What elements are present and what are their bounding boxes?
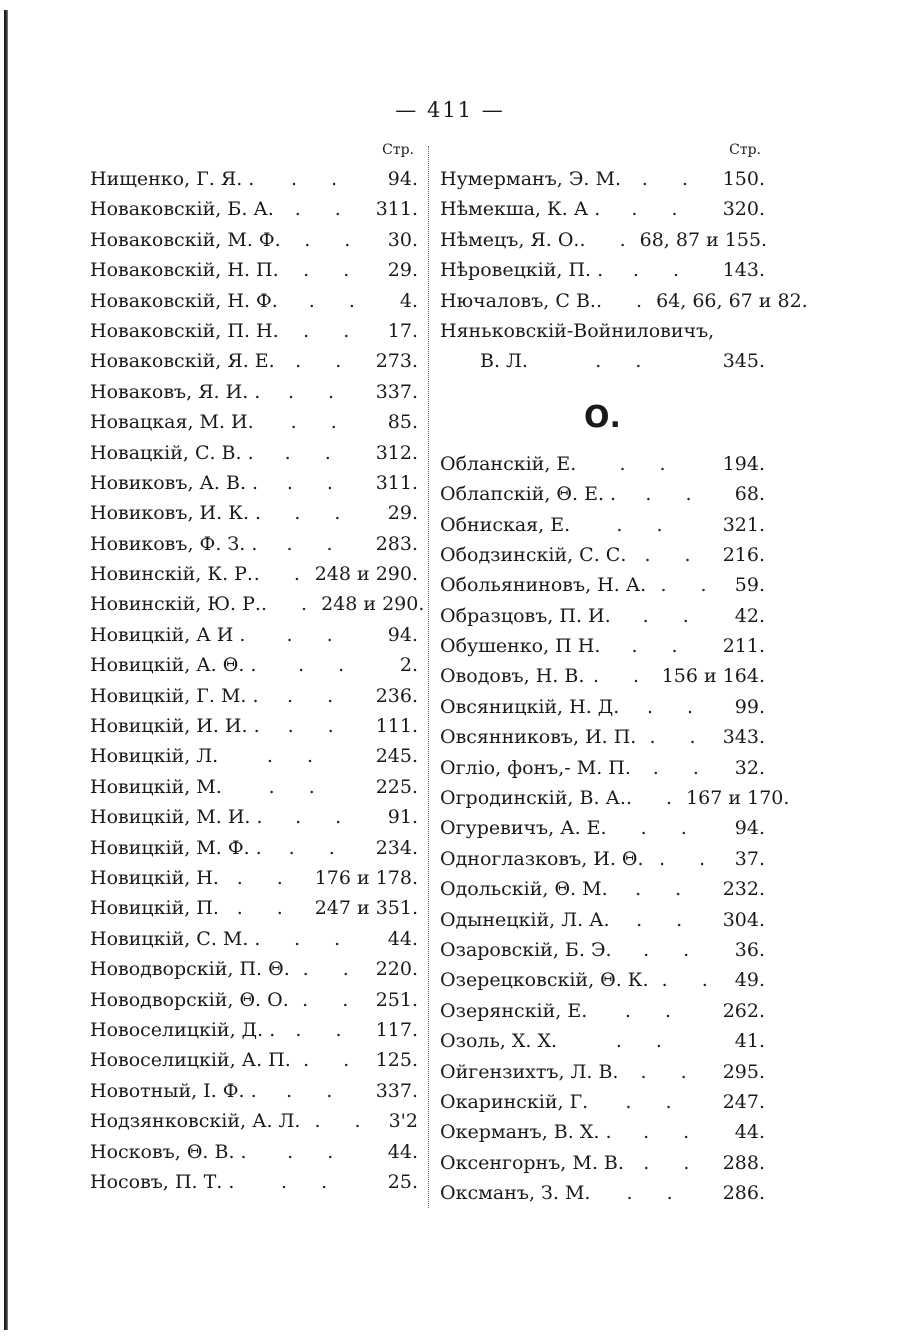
entry-page: 345. bbox=[722, 350, 765, 373]
entry-name: Озерянскій, Е. bbox=[440, 999, 588, 1022]
dot-leader: . . bbox=[635, 878, 696, 901]
index-entry bbox=[90, 498, 418, 528]
entry-page: 32. bbox=[734, 756, 765, 779]
dot-leader: . . bbox=[643, 1151, 704, 1174]
index-entry bbox=[440, 286, 808, 316]
entry-name: Окаринскій, Г. bbox=[440, 1090, 589, 1113]
index-entry bbox=[90, 407, 418, 437]
dot-leader: . . bbox=[286, 623, 347, 646]
index-entry bbox=[440, 316, 765, 346]
dot-leader: . . bbox=[298, 654, 359, 677]
entry-page: 220. bbox=[375, 958, 418, 981]
entry-name: Новицкій, А И . bbox=[90, 623, 246, 646]
entry-name: Новотный, І. Ф. . bbox=[90, 1079, 257, 1102]
entry-name: Новаковскій, Я. Е. bbox=[90, 350, 275, 373]
entry-name: Новицкій, А. Θ. . bbox=[90, 654, 257, 677]
right-entries-after bbox=[440, 449, 790, 1209]
entry-name: Обланскій, Е. bbox=[440, 452, 577, 475]
entry-page: 91. bbox=[387, 806, 418, 829]
index-entry bbox=[440, 164, 765, 194]
entry-page: 288. bbox=[722, 1151, 765, 1174]
entry-name: Овсяницкій, Н. Д. bbox=[440, 695, 620, 718]
dot-leader: . . bbox=[641, 168, 702, 190]
index-entry bbox=[440, 692, 765, 722]
entry-name: Обольяниновъ, Н. А. bbox=[440, 574, 647, 597]
right-column bbox=[440, 142, 808, 1209]
entry-page: 68. bbox=[734, 483, 765, 506]
index-entry bbox=[440, 965, 765, 995]
dot-leader: . . bbox=[287, 715, 348, 738]
entry-page: 273. bbox=[375, 350, 418, 373]
entry-page: 99. bbox=[734, 695, 765, 718]
dot-leader: . . bbox=[303, 1049, 364, 1072]
index-entry bbox=[90, 559, 418, 589]
entry-name: Нумерманъ, Э. М. bbox=[440, 168, 621, 190]
dot-leader: . . bbox=[287, 380, 349, 403]
left-column bbox=[90, 142, 425, 1197]
index-entry bbox=[90, 924, 418, 954]
dot-leader: . . bbox=[295, 1018, 356, 1041]
index-entry bbox=[90, 772, 418, 802]
dot-leader: . . bbox=[631, 198, 692, 221]
entry-page: 150. bbox=[722, 168, 765, 190]
index-entry bbox=[440, 1178, 765, 1208]
entry-name: Новицкій, С. М. . bbox=[90, 927, 261, 950]
index-entry bbox=[90, 985, 418, 1015]
dot-leader: . . bbox=[294, 198, 355, 221]
index-entry bbox=[440, 479, 765, 509]
dot-leader: . . bbox=[281, 1170, 342, 1193]
dot-leader: . . bbox=[308, 289, 369, 312]
entry-name: Оксенгорнъ, М. В. bbox=[440, 1151, 624, 1174]
entry-page: 343. bbox=[722, 726, 765, 749]
entry-page: 176 и 178. bbox=[314, 866, 418, 889]
entry-name: Озерецковскій, Θ. К. bbox=[440, 969, 649, 992]
entry-name: Носовъ, П. Т. . bbox=[90, 1170, 235, 1193]
page-column-header: Стр. bbox=[382, 142, 414, 158]
index-entry bbox=[440, 1148, 765, 1178]
entry-page: 4. bbox=[399, 289, 418, 312]
entry-name: Новацкая, М. И. bbox=[90, 411, 254, 434]
entry-name: Обниская, Е. bbox=[440, 513, 571, 536]
dot-leader: . . bbox=[236, 897, 297, 920]
index-entry bbox=[440, 661, 765, 691]
dot-leader: . . bbox=[644, 543, 705, 566]
entry-page: 321. bbox=[722, 513, 765, 536]
entry-page: 216. bbox=[722, 543, 765, 566]
entry-page: 156 и 164. bbox=[661, 665, 765, 688]
entry-page: 320. bbox=[722, 198, 765, 221]
dot-leader: . . bbox=[642, 604, 703, 627]
entry-name: Новицкій, Н. bbox=[90, 866, 219, 889]
dot-leader: . . bbox=[619, 452, 680, 475]
entry-page: 68, 87 и 155. bbox=[639, 228, 768, 251]
dot-leader: . . bbox=[640, 1060, 701, 1083]
dot-leader: . . bbox=[615, 1030, 676, 1053]
entry-name: Новаковскій, П. Н. bbox=[90, 319, 279, 342]
entry-name: Новаковскій, М. Ф. bbox=[90, 228, 281, 251]
entry-name: Одольскій, Θ. М. bbox=[440, 878, 608, 901]
entry-page: 36. bbox=[734, 938, 765, 961]
index-entry bbox=[440, 935, 765, 965]
dot-leader: . . bbox=[649, 726, 710, 749]
index-entry bbox=[440, 540, 765, 570]
entry-page: 245. bbox=[375, 745, 418, 768]
dot-leader: . . bbox=[579, 228, 640, 251]
dot-leader: . . bbox=[632, 259, 693, 282]
entry-page: 247. bbox=[722, 1090, 765, 1113]
entry-name: Новицкій, П. bbox=[90, 897, 219, 920]
entry-page: 64, 66, 67 и 82. bbox=[656, 289, 808, 312]
index-entry bbox=[90, 377, 418, 407]
dot-leader: . . bbox=[625, 787, 687, 810]
index-entry bbox=[440, 905, 765, 935]
dot-leader: . . bbox=[303, 319, 364, 342]
dot-leader: . . bbox=[290, 168, 352, 190]
entry-name: Огліо, фонъ,- М. П. bbox=[440, 756, 631, 779]
dot-leader: . . bbox=[266, 745, 327, 768]
entry-page: 44. bbox=[734, 1121, 765, 1144]
entry-page: 17. bbox=[387, 319, 418, 342]
dot-leader: . . bbox=[625, 1090, 686, 1113]
entry-name: Огродинскій, В. А. bbox=[440, 787, 626, 810]
entry-name: В. Л. bbox=[480, 350, 528, 373]
entry-page: 37. bbox=[734, 847, 765, 870]
right-entries-before bbox=[440, 164, 808, 377]
index-entry bbox=[90, 194, 418, 224]
entry-name: Няньковскій-Войниловичъ, bbox=[440, 319, 715, 342]
entry-name: Ойгензихтъ, Л. В. bbox=[440, 1060, 619, 1083]
entry-page: 337. bbox=[375, 1079, 418, 1102]
index-entry bbox=[90, 1045, 418, 1075]
entry-name: Нодзянковскій, А. Л. bbox=[90, 1110, 301, 1133]
dot-leader: . . bbox=[661, 969, 722, 992]
dot-leader: . . bbox=[268, 775, 329, 798]
entry-name: Образцовъ, П. И. bbox=[440, 604, 611, 627]
dot-leader: . . bbox=[640, 817, 701, 840]
dot-leader: . . bbox=[295, 350, 356, 373]
dot-leader: . . bbox=[624, 999, 686, 1022]
index-entry bbox=[440, 255, 765, 285]
entry-name: Новацкій, С. В. . bbox=[90, 441, 254, 464]
section-letter: О. bbox=[584, 399, 621, 435]
index-entry bbox=[90, 711, 418, 741]
index-entry bbox=[90, 620, 418, 650]
entry-page: 29. bbox=[387, 259, 418, 282]
entry-page: 25. bbox=[387, 1170, 418, 1193]
index-entry bbox=[90, 438, 418, 468]
entry-name: Ободзинскій, С. С. bbox=[440, 543, 627, 566]
index-entry bbox=[90, 802, 418, 832]
dot-leader: . . bbox=[643, 1121, 704, 1144]
dot-leader: . . bbox=[659, 847, 720, 870]
index-entry bbox=[440, 1117, 765, 1147]
entry-page: 44. bbox=[387, 1140, 418, 1163]
index-entry bbox=[90, 225, 418, 255]
dot-leader: . . bbox=[284, 441, 345, 464]
index-entry bbox=[440, 631, 765, 661]
dot-leader: . . bbox=[287, 1140, 348, 1163]
entry-name: Оводовъ, Н. В. bbox=[440, 665, 585, 688]
entry-name: Овсянниковъ, И. П. bbox=[440, 726, 637, 749]
entry-page: 94. bbox=[387, 623, 418, 646]
index-entry bbox=[440, 449, 765, 479]
entry-page: 41. bbox=[734, 1030, 765, 1053]
entry-name: Новаковскій, Н. П. bbox=[90, 259, 279, 282]
entry-page: 2. bbox=[399, 654, 418, 677]
dot-leader: . . bbox=[302, 958, 363, 981]
index-entry bbox=[440, 225, 768, 255]
entry-page: 167 и 170. bbox=[686, 787, 790, 810]
index-entry bbox=[90, 468, 418, 498]
index-entry bbox=[90, 954, 418, 984]
entry-name: Новиковъ, Ф. З. . bbox=[90, 532, 258, 555]
entry-name: Окерманъ, В. Х. . bbox=[440, 1121, 612, 1144]
entry-page: 94. bbox=[387, 168, 418, 190]
entry-page: 3'2 bbox=[388, 1110, 418, 1133]
entry-name: Оксманъ, З. М. bbox=[440, 1182, 591, 1205]
entry-name: Носковъ, Θ. В. . bbox=[90, 1140, 247, 1163]
index-entry bbox=[440, 346, 765, 376]
index-entry bbox=[90, 529, 418, 559]
entry-name: Облапскій, Θ. Е. . bbox=[440, 483, 617, 506]
dot-leader: . . bbox=[294, 927, 355, 950]
entry-page: 30. bbox=[387, 228, 418, 251]
dot-leader: . . bbox=[595, 289, 657, 312]
dot-leader: . . bbox=[253, 563, 314, 586]
entry-name: Новинскій, Ю. Р. bbox=[90, 593, 261, 616]
entry-name: Нѣмецъ, Я. О. bbox=[440, 228, 580, 251]
entry-page: 286. bbox=[722, 1182, 765, 1205]
index-entry bbox=[440, 1026, 765, 1056]
entry-name: Новицкій, Г. М. . bbox=[90, 684, 259, 707]
entry-page: 125. bbox=[375, 1049, 418, 1072]
index-entry bbox=[440, 510, 765, 540]
entry-page: 311. bbox=[375, 471, 418, 494]
entry-page: 295. bbox=[722, 1060, 765, 1083]
dot-leader: . . bbox=[646, 695, 708, 718]
entry-page: 247 и 351. bbox=[314, 897, 418, 920]
entry-name: Новицкій, М. bbox=[90, 775, 222, 798]
dot-leader: . . bbox=[592, 665, 654, 688]
entry-name: Новиковъ, И. К. . bbox=[90, 502, 262, 525]
dot-leader: . . bbox=[643, 938, 704, 961]
dot-leader: . . bbox=[287, 684, 348, 707]
index-entry bbox=[90, 164, 418, 194]
entry-page: 234. bbox=[375, 836, 418, 859]
entry-page: 211. bbox=[722, 635, 765, 658]
index-entry bbox=[90, 1076, 418, 1106]
index-entry bbox=[440, 194, 765, 224]
index-entry bbox=[90, 1167, 418, 1197]
index-entry bbox=[440, 996, 765, 1026]
entry-name: Новицкій, М. Ф. . bbox=[90, 836, 262, 859]
entry-name: Новоселицкій, А. П. bbox=[90, 1049, 291, 1072]
entry-page: 248 и 290. bbox=[314, 563, 418, 586]
entry-name: Новицкій, И. И. . bbox=[90, 715, 260, 738]
index-entry bbox=[90, 833, 418, 863]
entry-page: 283. bbox=[375, 532, 418, 555]
entry-page: 248 и 290. bbox=[321, 593, 425, 616]
dot-leader: . . bbox=[616, 513, 677, 536]
dot-leader: . . bbox=[286, 532, 347, 555]
entry-name: Нючаловъ, С В. bbox=[440, 289, 596, 312]
dot-leader: . . bbox=[631, 635, 692, 658]
dot-leader: . . bbox=[286, 471, 347, 494]
index-entry bbox=[440, 783, 790, 813]
entry-name: Новодворскій, П. Θ. bbox=[90, 958, 290, 981]
index-entry bbox=[90, 286, 418, 316]
dot-leader: . . bbox=[286, 1079, 347, 1102]
entry-page: 49. bbox=[734, 969, 765, 992]
entry-page: 117. bbox=[375, 1018, 418, 1041]
entry-page: 59. bbox=[734, 574, 765, 597]
entry-page: 304. bbox=[722, 908, 765, 931]
entry-page: 337. bbox=[375, 380, 418, 403]
entry-page: 232. bbox=[722, 878, 765, 901]
index-entry bbox=[90, 650, 418, 680]
index-entry bbox=[440, 1087, 765, 1117]
entry-name: Новаковскій, Б. А. bbox=[90, 198, 274, 221]
index-entry bbox=[440, 1057, 765, 1087]
column-divider bbox=[428, 146, 429, 1208]
entry-name: Новаковскій, Н. Ф. bbox=[90, 289, 278, 312]
index-entry bbox=[90, 316, 418, 346]
entry-name: Новинскій, К. Р. bbox=[90, 563, 253, 586]
entry-name: Обушенко, П Н. bbox=[440, 635, 601, 658]
dot-leader: . . bbox=[626, 1182, 687, 1205]
index-entry bbox=[90, 1106, 418, 1136]
entry-page: 225. bbox=[375, 775, 418, 798]
dot-leader: . . bbox=[304, 228, 365, 251]
index-entry bbox=[90, 589, 425, 619]
index-entry bbox=[90, 255, 418, 285]
index-entry bbox=[90, 1137, 418, 1167]
dot-leader: . . bbox=[660, 574, 721, 597]
dot-leader: . . bbox=[302, 988, 363, 1011]
dot-leader: . . bbox=[645, 483, 706, 506]
dot-leader: . . bbox=[294, 502, 355, 525]
entry-name: Озаровскій, Б. Э. bbox=[440, 938, 612, 961]
index-entry bbox=[90, 893, 418, 923]
index-entry bbox=[440, 570, 765, 600]
entry-page: 312. bbox=[375, 441, 418, 464]
dot-leader: . . bbox=[595, 350, 656, 373]
dot-leader: . . bbox=[314, 1110, 375, 1133]
dot-leader: . . bbox=[295, 806, 356, 829]
dot-leader: . . bbox=[260, 593, 322, 616]
index-entry bbox=[440, 722, 765, 752]
page-binding-edge bbox=[4, 10, 8, 1330]
left-entries bbox=[90, 164, 425, 1197]
index-entry bbox=[440, 844, 765, 874]
entry-name: Огуревичъ, А. Е. bbox=[440, 817, 607, 840]
entry-page: 85. bbox=[387, 411, 418, 434]
index-entry bbox=[90, 1015, 418, 1045]
entry-name: Одынецкій, Л. А. bbox=[440, 908, 610, 931]
entry-page: 251. bbox=[375, 988, 418, 1011]
index-entry bbox=[90, 741, 418, 771]
index-entry bbox=[440, 874, 765, 904]
index-entry bbox=[90, 681, 418, 711]
dot-leader: . . bbox=[236, 866, 297, 889]
entry-page: 311. bbox=[375, 198, 418, 221]
entry-name: Новаковъ, Я. И. . bbox=[90, 380, 261, 403]
entry-page: 194. bbox=[722, 452, 765, 475]
entry-name: Одноглазковъ, И. Θ. bbox=[440, 847, 644, 870]
entry-name: Новицкій, М. И. . bbox=[90, 806, 263, 829]
page-number: — 411 — bbox=[395, 98, 505, 122]
dot-leader: . . bbox=[303, 259, 364, 282]
entry-name: Новицкій, Л. bbox=[90, 745, 219, 768]
entry-page: 42. bbox=[734, 604, 765, 627]
entry-page: 262. bbox=[722, 999, 765, 1022]
entry-page: 236. bbox=[375, 684, 418, 707]
entry-name: Новоселицкій, Д. . bbox=[90, 1018, 276, 1041]
entry-page: 111. bbox=[375, 715, 418, 738]
index-entry bbox=[440, 753, 765, 783]
dot-leader: . . bbox=[652, 756, 713, 779]
entry-page: 94. bbox=[734, 817, 765, 840]
entry-page: 44. bbox=[387, 927, 418, 950]
entry-name: Новиковъ, А. В. . bbox=[90, 471, 259, 494]
entry-name: Нѣровецкій, П. . bbox=[440, 259, 604, 282]
index-entry bbox=[90, 346, 418, 376]
entry-name: Нѣмекша, К. А . bbox=[440, 198, 601, 221]
entry-name: Нищенко, Г. Я. . bbox=[90, 168, 255, 190]
entry-name: Новодворскій, Θ. О. bbox=[90, 988, 289, 1011]
index-entry bbox=[440, 601, 765, 631]
dot-leader: . . bbox=[636, 908, 697, 931]
dot-leader: . . bbox=[288, 836, 349, 859]
page-column-header: Стр. bbox=[729, 142, 761, 158]
entry-name: Озоль, Х. Х. bbox=[440, 1030, 558, 1053]
index-entry bbox=[90, 863, 418, 893]
entry-page: 29. bbox=[387, 502, 418, 525]
dot-leader: . . bbox=[290, 411, 351, 434]
entry-page: 143. bbox=[722, 259, 765, 282]
index-entry bbox=[440, 813, 765, 843]
